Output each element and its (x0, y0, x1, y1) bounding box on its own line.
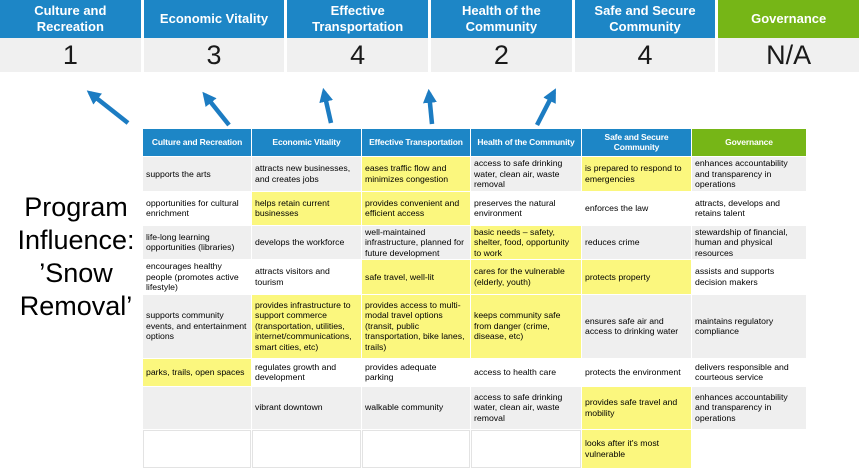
matrix-cell: encourages healthy people (promotes active lifestyle) (143, 260, 251, 294)
matrix-cell: supports the arts (143, 157, 251, 191)
matrix-row (143, 430, 806, 468)
summary-header-cell: Effective Transportation (287, 0, 428, 38)
summary-column (431, 0, 572, 72)
matrix-body (143, 157, 806, 468)
matrix-cell: helps retain current businesses (252, 192, 361, 225)
matrix-row (143, 295, 806, 358)
matrix-row (143, 226, 806, 260)
summary-header-cell: Health of the Community (431, 0, 572, 38)
summary-header-cell: Culture and Recreation (0, 0, 141, 38)
matrix-cell: reduces crime (582, 226, 691, 260)
matrix-row (143, 359, 806, 386)
matrix-cell: attracts new businesses, and creates jobs (252, 157, 361, 191)
matrix-cell (143, 430, 251, 468)
matrix-header-cell: Safe and Secure Community (582, 129, 691, 156)
influence-arrow (90, 93, 128, 123)
summary-score: 4 (575, 38, 716, 72)
matrix-cell: protects property (582, 260, 691, 294)
summary-score: 1 (0, 38, 141, 72)
matrix-cell: vibrant downtown (252, 387, 361, 429)
matrix-cell: basic needs – safety, shelter, food, opportunity to work (471, 226, 581, 260)
matrix-cell: parks, trails, open spaces (143, 359, 251, 386)
matrix-cell: provides infrastructure to support commerce (transportation, utilities, internet/communications, smart cities, etc) (252, 295, 361, 358)
matrix-cell: looks after it's most vulnerable (582, 430, 691, 468)
matrix-cell (252, 430, 361, 468)
influence-arrow (537, 92, 554, 125)
matrix-cell: walkable community (362, 387, 470, 429)
matrix-cell (471, 430, 581, 468)
matrix-cell: develops the workforce (252, 226, 361, 260)
matrix-header-row (143, 129, 806, 156)
influence-arrow (205, 95, 229, 125)
matrix-row (143, 387, 806, 429)
matrix-cell: keeps community safe from danger (crime, disease, etc) (471, 295, 581, 358)
summary-column (287, 0, 428, 72)
matrix-container (142, 128, 807, 469)
matrix-cell (362, 430, 470, 468)
matrix-cell: supports community events, and entertainment options (143, 295, 251, 358)
matrix-cell: access to health care (471, 359, 581, 386)
matrix-header-cell: Governance (692, 129, 806, 156)
matrix-row (143, 157, 806, 191)
matrix-cell: delivers responsible and courteous service (692, 359, 806, 386)
summary-score: 3 (144, 38, 285, 72)
summary-score: 2 (431, 38, 572, 72)
matrix-cell: access to safe drinking water, clean air, waste removal (471, 387, 581, 429)
matrix-cell: maintains regulatory compliance (692, 295, 806, 358)
matrix-cell: assists and supports decision makers (692, 260, 806, 294)
matrix-header-cell: Effective Transportation (362, 129, 470, 156)
matrix-cell: attracts visitors and tourism (252, 260, 361, 294)
matrix-header-cell: Health of the Community (471, 129, 581, 156)
matrix-cell: stewardship of financial, human and physical resources (692, 226, 806, 260)
summary-score: 4 (287, 38, 428, 72)
summary-score: N/A (718, 38, 859, 72)
matrix-cell: provides access to multi-modal travel options (transit, public transportation, bike lanes, trails) (362, 295, 470, 358)
matrix-cell: provides safe travel and mobility (582, 387, 691, 429)
summary-column (575, 0, 716, 72)
matrix-row (143, 260, 806, 294)
matrix-cell (692, 430, 806, 468)
matrix-cell: life-long learning opportunities (libraries) (143, 226, 251, 260)
summary-header-cell: Economic Vitality (144, 0, 285, 38)
matrix-table (142, 128, 807, 469)
influence-arrow (429, 93, 432, 124)
matrix-row (143, 192, 806, 225)
program-influence-label: Program Influence: ’Snow Removal’ (17, 192, 135, 321)
matrix-cell: preserves the natural environment (471, 192, 581, 225)
matrix-cell: ensures safe air and access to drinking water (582, 295, 691, 358)
summary-column (0, 0, 141, 72)
summary-column (144, 0, 285, 72)
matrix-cell: opportunities for cultural enrichment (143, 192, 251, 225)
matrix-cell: is prepared to respond to emergencies (582, 157, 691, 191)
matrix-cell: enhances accountability and transparency in operations (692, 157, 806, 191)
matrix-cell: provides adequate parking (362, 359, 470, 386)
matrix-cell: well-maintained infrastructure, planned for future development (362, 226, 470, 260)
matrix-cell: enforces the law (582, 192, 691, 225)
matrix-cell: provides convenient and efficient access (362, 192, 470, 225)
summary-column (718, 0, 859, 72)
summary-row (0, 0, 859, 72)
matrix-cell: safe travel, well-lit (362, 260, 470, 294)
matrix-cell: regulates growth and development (252, 359, 361, 386)
matrix-cell: cares for the vulnerable (elderly, youth) (471, 260, 581, 294)
summary-header-cell: Governance (718, 0, 859, 38)
matrix-cell: attracts, develops and retains talent (692, 192, 806, 225)
matrix-cell: eases traffic flow and minimizes congestion (362, 157, 470, 191)
influence-arrow (324, 92, 331, 123)
summary-header-cell: Safe and Secure Community (575, 0, 716, 38)
matrix-cell: access to safe drinking water, clean air, waste removal (471, 157, 581, 191)
matrix-cell (143, 387, 251, 429)
matrix-cell: enhances accountability and transparency in operations (692, 387, 806, 429)
matrix-header-cell: Economic Vitality (252, 129, 361, 156)
matrix-cell: protects the environment (582, 359, 691, 386)
matrix-header-cell: Culture and Recreation (143, 129, 251, 156)
